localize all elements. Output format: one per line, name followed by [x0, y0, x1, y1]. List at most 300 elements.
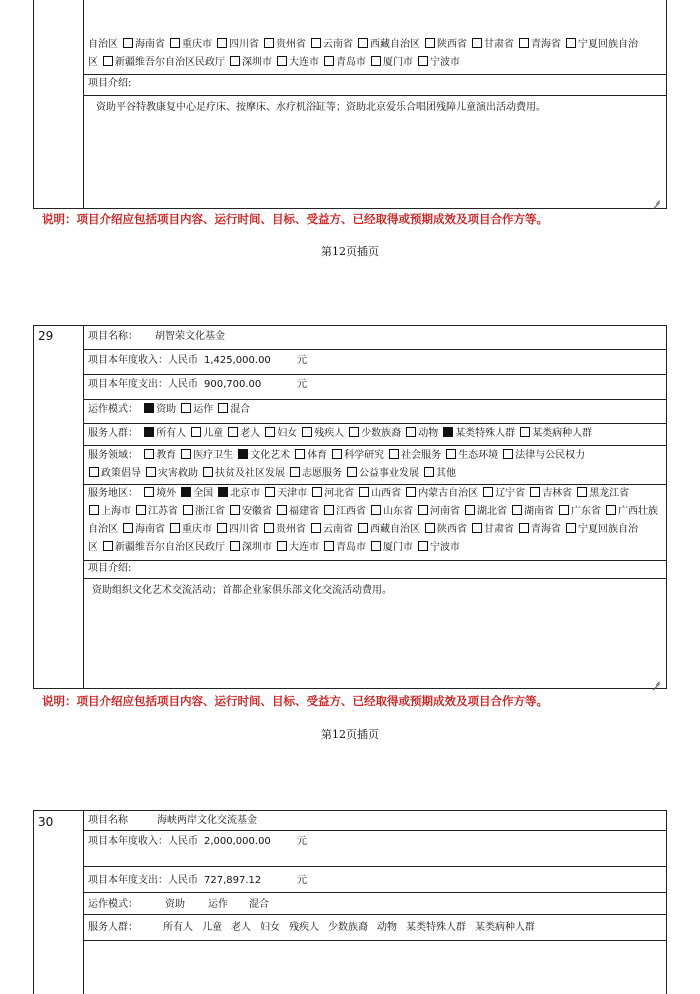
- checkbox-label: 厦门市: [383, 57, 413, 68]
- checkbox-icon[interactable]: [472, 38, 482, 48]
- operation-mode-1: 运作: [208, 899, 228, 910]
- rule: [83, 374, 666, 375]
- service-groups-options: [163, 921, 544, 935]
- checkbox-label: 吉林省: [542, 488, 573, 499]
- checkbox-icon[interactable]: [277, 56, 287, 66]
- checkbox-label: 湖南省: [524, 506, 554, 517]
- checkbox-icon[interactable]: [312, 487, 322, 497]
- checkbox-icon[interactable]: [203, 467, 213, 477]
- frame-inner: [83, 0, 84, 209]
- checkbox-option[interactable]: [346, 468, 421, 479]
- checkbox-icon[interactable]: [358, 38, 368, 48]
- checkbox-label: 动物: [418, 428, 439, 439]
- checkbox-icon[interactable]: [389, 449, 399, 459]
- checkbox-option[interactable]: [370, 57, 415, 68]
- checkbox-label: 深圳市: [242, 542, 272, 553]
- checkbox-icon[interactable]: [324, 505, 334, 515]
- checkbox-icon[interactable]: [483, 487, 493, 497]
- checkbox-icon[interactable]: [230, 56, 240, 66]
- checkbox-option[interactable]: [323, 542, 368, 553]
- checkbox-label: 妇女: [277, 428, 298, 439]
- operation-mode-label: 运作模式：: [88, 404, 138, 415]
- checkbox-option[interactable]: [471, 39, 516, 50]
- service-groups-row: [88, 427, 598, 441]
- service-group-option: 所有人: [163, 922, 193, 933]
- checkbox-label: 安徽省: [242, 506, 272, 517]
- checkbox-option[interactable]: [276, 506, 321, 517]
- checkbox-option[interactable]: [323, 506, 368, 517]
- checkbox-label: 宁波市: [430, 57, 460, 68]
- checkbox-label: 陕西省: [437, 524, 467, 535]
- checkbox-icon[interactable]: [218, 403, 228, 413]
- rule: [83, 349, 666, 350]
- checkbox-icon[interactable]: [265, 487, 275, 497]
- checkbox-option[interactable]: [145, 468, 200, 479]
- checkbox-icon[interactable]: [358, 523, 368, 533]
- checkbox-option[interactable]: [227, 428, 262, 439]
- checkbox-icon[interactable]: [183, 505, 193, 515]
- checkbox-icon[interactable]: [324, 541, 334, 551]
- checked-checkbox-icon[interactable]: [443, 427, 453, 437]
- checkbox-icon[interactable]: [324, 56, 334, 66]
- checkbox-option[interactable]: [143, 428, 188, 439]
- checkbox-icon[interactable]: [359, 487, 369, 497]
- checkbox-option[interactable]: [143, 488, 178, 499]
- checkbox-option[interactable]: [229, 542, 274, 553]
- checkbox-label: 海南省: [135, 39, 165, 50]
- rule: [83, 940, 666, 941]
- checkbox-option[interactable]: [417, 57, 462, 68]
- checkbox-option[interactable]: [331, 450, 386, 461]
- checkbox-icon[interactable]: [264, 523, 274, 533]
- checkbox-label: 志愿服务: [302, 468, 342, 479]
- checkbox-option[interactable]: [370, 506, 415, 517]
- service-areas-options: [143, 488, 633, 499]
- project-name: 海峡两岸文化交流基金: [157, 815, 257, 826]
- checkbox-icon[interactable]: [577, 487, 587, 497]
- checkbox-icon[interactable]: [424, 467, 434, 477]
- checkbox-label: 福建省: [289, 506, 319, 517]
- rule: [33, 688, 667, 689]
- checkbox-label: 天津市: [277, 488, 308, 499]
- checkbox-option[interactable]: [370, 542, 415, 553]
- checkbox-icon[interactable]: [136, 505, 146, 515]
- checkbox-icon[interactable]: [371, 505, 381, 515]
- checkbox-label: 青岛市: [336, 542, 366, 553]
- checkbox-option[interactable]: [464, 506, 509, 517]
- checkbox-option[interactable]: [217, 404, 252, 415]
- checkbox-option[interactable]: [122, 39, 167, 50]
- checkbox-icon[interactable]: [170, 38, 180, 48]
- checkbox-icon[interactable]: [181, 449, 191, 459]
- checkbox-icon[interactable]: [217, 38, 227, 48]
- service-group-option: 老人: [231, 922, 251, 933]
- service-areas-row-1: [88, 487, 635, 501]
- checkbox-option[interactable]: [88, 506, 133, 517]
- checkbox-label: 灾害救助: [158, 468, 198, 479]
- checkbox-label: 广东省: [571, 506, 601, 517]
- project-name: 胡智荣文化基金: [155, 331, 225, 342]
- checkbox-option[interactable]: [88, 524, 120, 535]
- checkbox-option[interactable]: [143, 450, 178, 461]
- service-areas-row-4: [88, 541, 464, 555]
- checkbox-option[interactable]: [276, 542, 321, 553]
- operation-mode-options: [143, 404, 254, 415]
- rule: [33, 325, 34, 689]
- frame-bottom: [33, 208, 667, 209]
- checked-checkbox-icon[interactable]: [144, 427, 154, 437]
- expense-unit: 元: [297, 875, 307, 886]
- checkbox-option[interactable]: [357, 39, 422, 50]
- checkbox-option[interactable]: [424, 524, 469, 535]
- checkbox-icon[interactable]: [230, 505, 240, 515]
- checkbox-label: 辽宁省: [495, 488, 526, 499]
- checkbox-option[interactable]: [294, 450, 329, 461]
- checkbox-label: 教育: [156, 450, 177, 461]
- top-intro-text: 资助平谷特教康复中心足疗床、按摩床、水疗机浴缸等；资助北京爱乐合唱团残障儿童演出活动费用。: [96, 102, 546, 113]
- checkbox-label: 青岛市: [336, 57, 366, 68]
- checkbox-icon[interactable]: [123, 38, 133, 48]
- checkbox-label: 某类特殊人群: [455, 428, 516, 439]
- checkbox-label: 区: [88, 57, 98, 68]
- expense-label: 项目本年度支出：人民币: [88, 875, 198, 886]
- checkbox-label: 厦门市: [383, 542, 413, 553]
- checkbox-icon[interactable]: [103, 56, 113, 66]
- checkbox-label: 生态环境: [458, 450, 499, 461]
- checkbox-option[interactable]: [502, 450, 587, 461]
- service-group-option: 少数族裔: [328, 922, 368, 933]
- checkbox-label: 四川省: [229, 39, 259, 50]
- intro-text: 资助组织文化艺术交流活动；首都企业家俱乐部文化交流活动费用。: [92, 585, 392, 596]
- checkbox-option[interactable]: [216, 524, 261, 535]
- income-label: 项目本年度收入：人民币: [88, 836, 198, 847]
- checkbox-label: 扶贫及社区发展: [215, 468, 285, 479]
- service-group-option: 某类病种人群: [475, 922, 535, 933]
- checkbox-icon[interactable]: [371, 56, 381, 66]
- service-group-option: 某类特殊人群: [406, 922, 466, 933]
- service-areas-row-3: [88, 523, 642, 537]
- checkbox-icon[interactable]: [347, 467, 357, 477]
- checkbox-label: 自治区: [88, 39, 118, 50]
- checkbox-icon[interactable]: [191, 427, 201, 437]
- expense-unit: 元: [297, 379, 307, 390]
- checkbox-option[interactable]: [565, 39, 640, 50]
- checkbox-icon[interactable]: [566, 38, 576, 48]
- checkbox-label: 西藏自治区: [370, 39, 420, 50]
- service-fields-options: [143, 450, 589, 461]
- service-group-option: 动物: [377, 922, 397, 933]
- service-fields-row-1: [88, 449, 591, 463]
- service-fields-row-2: [88, 467, 460, 481]
- checkbox-icon[interactable]: [406, 427, 416, 437]
- checkbox-option[interactable]: [519, 428, 594, 439]
- checkbox-option[interactable]: [417, 506, 462, 517]
- checkbox-label: 四川省: [229, 524, 259, 535]
- checkbox-option[interactable]: [518, 39, 563, 50]
- checkbox-icon[interactable]: [290, 467, 300, 477]
- checkbox-label: 内蒙古自治区: [418, 488, 479, 499]
- rule: [83, 445, 666, 446]
- checkbox-option[interactable]: [423, 468, 458, 479]
- checkbox-icon[interactable]: [89, 505, 99, 515]
- checkbox-icon[interactable]: [170, 523, 180, 533]
- checkbox-label: 体育: [307, 450, 328, 461]
- checkbox-option[interactable]: [311, 488, 356, 499]
- rule: [666, 810, 667, 994]
- checkbox-label: 北京市: [230, 488, 261, 499]
- checkbox-icon[interactable]: [512, 505, 522, 515]
- checkbox-option[interactable]: [558, 506, 603, 517]
- checkbox-option[interactable]: [169, 39, 214, 50]
- operation-mode-0: 资助: [165, 899, 185, 910]
- checkbox-option[interactable]: [529, 488, 574, 499]
- checkbox-option[interactable]: [442, 428, 517, 439]
- checkbox-label: 科学研究: [344, 450, 385, 461]
- checkbox-option[interactable]: [169, 524, 214, 535]
- checkbox-icon[interactable]: [144, 487, 154, 497]
- checkbox-icon[interactable]: [520, 427, 530, 437]
- checkbox-label: 甘肃省: [484, 524, 514, 535]
- rule: [83, 325, 84, 689]
- checkbox-label: 贵州省: [276, 39, 306, 50]
- checkbox-icon[interactable]: [371, 541, 381, 551]
- income-label: 项目本年度收入：人民币: [88, 355, 198, 366]
- checkbox-label: 海南省: [135, 524, 165, 535]
- checkbox-icon[interactable]: [472, 523, 482, 533]
- checkbox-icon[interactable]: [530, 487, 540, 497]
- checkbox-option[interactable]: [180, 404, 215, 415]
- checkbox-label: 广西壮族: [618, 506, 658, 517]
- checkbox-option[interactable]: [405, 428, 440, 439]
- checkbox-label: 少数族裔: [361, 428, 402, 439]
- rule: [83, 578, 666, 579]
- checkbox-icon[interactable]: [425, 523, 435, 533]
- checkbox-icon[interactable]: [311, 38, 321, 48]
- checkbox-icon[interactable]: [295, 449, 305, 459]
- checkbox-label: 陕西省: [437, 39, 467, 50]
- checkbox-option[interactable]: [264, 488, 309, 499]
- checkbox-icon[interactable]: [103, 541, 113, 551]
- checkbox-option[interactable]: [471, 524, 516, 535]
- checkbox-label: 儿童: [203, 428, 224, 439]
- checkbox-icon[interactable]: [146, 467, 156, 477]
- service-group-option: 残疾人: [289, 922, 319, 933]
- note-2: 说明：项目介绍应包括项目内容、运行时间、目标、受益方、已经取得或预期成效及项目合作方等。: [42, 694, 548, 708]
- checkbox-icon[interactable]: [606, 505, 616, 515]
- checkbox-option[interactable]: [263, 524, 308, 535]
- checkbox-label: 区: [88, 542, 98, 553]
- rule: [83, 810, 84, 994]
- checkbox-option[interactable]: [180, 450, 235, 461]
- checkbox-icon[interactable]: [418, 505, 428, 515]
- frame-right: [666, 0, 667, 209]
- checkbox-option[interactable]: [482, 488, 527, 499]
- checkbox-label: 青海省: [531, 39, 561, 50]
- checkbox-icon[interactable]: [123, 523, 133, 533]
- checkbox-option[interactable]: [102, 57, 227, 68]
- checkbox-option[interactable]: [88, 542, 100, 553]
- checkbox-label: 法律与公民权力: [515, 450, 586, 461]
- insert-page-label-2: 第12页插页: [321, 728, 379, 741]
- checkbox-option[interactable]: [518, 524, 563, 535]
- checkbox-option[interactable]: [180, 488, 215, 499]
- checkbox-option[interactable]: [263, 39, 308, 50]
- checkbox-label: 甘肃省: [484, 39, 514, 50]
- checkbox-icon[interactable]: [311, 523, 321, 533]
- checkbox-icon[interactable]: [277, 505, 287, 515]
- checkbox-label: 浙江省: [195, 506, 225, 517]
- checkbox-option[interactable]: [276, 57, 321, 68]
- checkbox-option[interactable]: [424, 39, 469, 50]
- checkbox-option[interactable]: [323, 57, 368, 68]
- project-name-label: 项目名称：: [88, 331, 138, 342]
- checkbox-option[interactable]: [143, 404, 178, 415]
- checkbox-icon[interactable]: [264, 38, 274, 48]
- checkbox-label: 新疆维吾尔自治区民政厅: [115, 542, 225, 553]
- checkbox-label: 宁波市: [430, 542, 460, 553]
- resize-handle-icon[interactable]: [653, 677, 660, 684]
- rule: [33, 810, 34, 994]
- checkbox-icon[interactable]: [277, 541, 287, 551]
- checkbox-icon[interactable]: [228, 427, 238, 437]
- checkbox-label: 医疗卫生: [193, 450, 234, 461]
- service-fields-label: 服务领域：: [88, 450, 138, 461]
- checkbox-option[interactable]: [417, 542, 462, 553]
- checkbox-label: 宁夏回族自治: [578, 524, 638, 535]
- checkbox-option[interactable]: [511, 506, 556, 517]
- checked-checkbox-icon[interactable]: [144, 403, 154, 413]
- checkbox-label: 河南省: [430, 506, 460, 517]
- checkbox-label: 青海省: [531, 524, 561, 535]
- service-groups-options: [143, 428, 596, 439]
- operation-mode-label: 运作模式：: [88, 899, 138, 910]
- income-unit: 元: [297, 355, 307, 366]
- checkbox-icon[interactable]: [503, 449, 513, 459]
- checkbox-option[interactable]: [229, 57, 274, 68]
- checkbox-option[interactable]: [88, 57, 100, 68]
- checkbox-icon[interactable]: [265, 427, 275, 437]
- checkbox-option[interactable]: [88, 39, 120, 50]
- checkbox-label: 公益事业发展: [359, 468, 419, 479]
- checkbox-icon[interactable]: [425, 38, 435, 48]
- checkbox-option[interactable]: [310, 524, 355, 535]
- checkbox-label: 西藏自治区: [370, 524, 420, 535]
- checkbox-option[interactable]: [605, 506, 660, 517]
- checkbox-icon[interactable]: [89, 467, 99, 477]
- checkbox-icon[interactable]: [230, 541, 240, 551]
- checkbox-label: 社会服务: [401, 450, 442, 461]
- income-value: 1,425,000.00: [204, 355, 271, 366]
- checkbox-label: 残疾人: [314, 428, 345, 439]
- resize-handle-icon[interactable]: [653, 196, 660, 203]
- checkbox-label: 云南省: [323, 524, 353, 535]
- project-number: 30: [38, 815, 54, 829]
- checkbox-label: 政策倡导: [101, 468, 141, 479]
- checked-checkbox-icon[interactable]: [238, 449, 248, 459]
- checkbox-label: 文化艺术: [250, 450, 291, 461]
- checkbox-option[interactable]: [576, 488, 631, 499]
- checkbox-icon[interactable]: [332, 449, 342, 459]
- checkbox-option[interactable]: [348, 428, 403, 439]
- checkbox-option[interactable]: [310, 39, 355, 50]
- checkbox-option[interactable]: [135, 506, 180, 517]
- checkbox-option[interactable]: [217, 488, 262, 499]
- checkbox-option[interactable]: [358, 488, 403, 499]
- checkbox-option[interactable]: [190, 428, 225, 439]
- checkbox-option[interactable]: [565, 524, 640, 535]
- rule: [83, 399, 666, 400]
- checkbox-icon[interactable]: [349, 427, 359, 437]
- checkbox-icon[interactable]: [465, 505, 475, 515]
- checkbox-option[interactable]: [301, 428, 346, 439]
- checkbox-icon[interactable]: [559, 505, 569, 515]
- checkbox-label: 混合: [230, 404, 251, 415]
- checkbox-icon[interactable]: [406, 487, 416, 497]
- checkbox-option[interactable]: [357, 524, 422, 535]
- checkbox-label: 上海市: [101, 506, 131, 517]
- checkbox-label: 河北省: [324, 488, 355, 499]
- checkbox-label: 重庆市: [182, 39, 212, 50]
- service-groups-label: 服务人群：: [88, 428, 138, 439]
- income-unit: 元: [297, 836, 307, 847]
- top-intro-label: 项目介绍:: [88, 78, 132, 89]
- checkbox-icon[interactable]: [418, 56, 428, 66]
- checked-checkbox-icon[interactable]: [181, 487, 191, 497]
- service-groups-label: 服务人群：: [88, 922, 138, 933]
- checkbox-icon[interactable]: [217, 523, 227, 533]
- rule: [83, 95, 666, 96]
- checkbox-option[interactable]: [202, 468, 287, 479]
- checkbox-icon[interactable]: [418, 541, 428, 551]
- checkbox-label: 山东省: [383, 506, 413, 517]
- note-1: 说明：项目介绍应包括项目内容、运行时间、目标、受益方、已经取得或预期成效及项目合作方等。: [42, 212, 548, 226]
- checkbox-icon[interactable]: [519, 38, 529, 48]
- checkbox-option[interactable]: [216, 39, 261, 50]
- checkbox-option[interactable]: [388, 450, 443, 461]
- checkbox-icon[interactable]: [446, 449, 456, 459]
- checkbox-option[interactable]: [182, 506, 227, 517]
- service-group-option: 儿童: [202, 922, 222, 933]
- insert-page-label-1: 第12页插页: [321, 245, 379, 258]
- service-areas-label: 服务地区：: [88, 488, 138, 499]
- rule: [83, 830, 666, 831]
- checkbox-option[interactable]: [122, 524, 167, 535]
- checkbox-label: 贵州省: [276, 524, 306, 535]
- checkbox-icon[interactable]: [519, 523, 529, 533]
- checkbox-icon[interactable]: [181, 403, 191, 413]
- top-region-row-3: [88, 56, 464, 70]
- checkbox-icon[interactable]: [302, 427, 312, 437]
- checkbox-option[interactable]: [405, 488, 480, 499]
- checkbox-option[interactable]: [229, 506, 274, 517]
- checked-checkbox-icon[interactable]: [218, 487, 228, 497]
- checkbox-icon[interactable]: [144, 449, 154, 459]
- expense-value: 727,897.12: [204, 875, 262, 886]
- rule: [83, 423, 666, 424]
- service-areas-row-2: [88, 505, 662, 519]
- rule: [83, 484, 666, 485]
- checkbox-label: 某类病种人群: [532, 428, 593, 439]
- checkbox-option[interactable]: [264, 428, 299, 439]
- checkbox-option[interactable]: [237, 450, 292, 461]
- checkbox-option[interactable]: [102, 542, 227, 553]
- checkbox-option[interactable]: [445, 450, 500, 461]
- checkbox-option[interactable]: [88, 468, 143, 479]
- checkbox-option[interactable]: [289, 468, 344, 479]
- checkbox-icon[interactable]: [566, 523, 576, 533]
- intro-label: 项目介绍:: [88, 563, 132, 574]
- checkbox-label: 运作: [193, 404, 214, 415]
